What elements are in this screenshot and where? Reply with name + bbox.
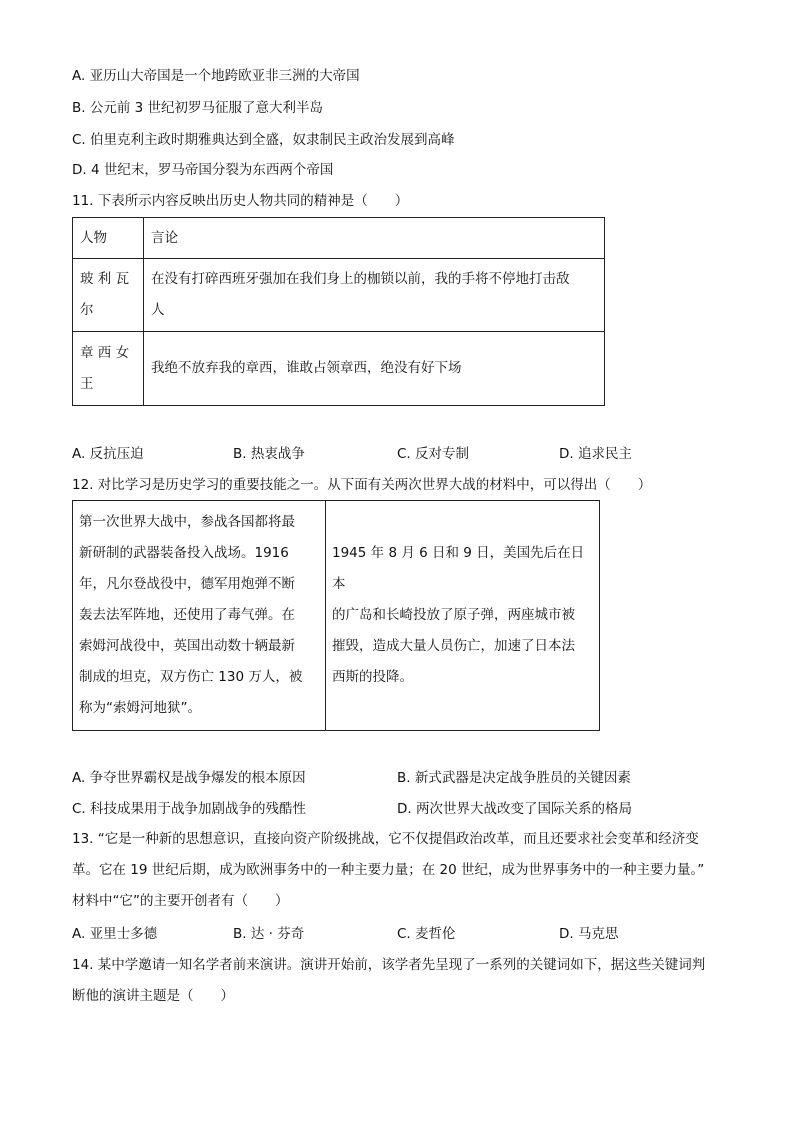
- q10-option-a: A. 亚历山大帝国是一个地跨欧亚非三洲的大帝国: [72, 68, 360, 84]
- q11-option-c: C. 反对专制: [397, 446, 470, 462]
- cell-line: 轰去法军阵地，还使用了毒气弹。在: [79, 607, 295, 623]
- q11-table: [72, 217, 605, 406]
- q12-table: [72, 500, 600, 731]
- cell-line: 索姆河战役中，英国出动数十辆最新: [79, 638, 295, 654]
- cell-line: 第一次世界大战中，参战各国都将最: [79, 514, 295, 530]
- cell-line: 王: [80, 375, 94, 392]
- cell-line: 年，凡尔登战役中，德军用炮弹不断: [79, 576, 295, 592]
- q10-option-b: B. 公元前 3 世纪初罗马征服了意大利半岛: [72, 100, 324, 116]
- table-header-row: [73, 218, 605, 259]
- q12-option-a: A. 争夺世界霸权是战争爆发的根本原因: [72, 770, 306, 786]
- q12-left-cell: [73, 501, 326, 731]
- q12-option-b: B. 新式武器是决定战争胜员的关键因素: [397, 770, 631, 786]
- q13-line: 13. “它是一种新的思想意识，直接向资产阶级挑战，它不仅提倡政治改革，而且还要求社会变革和经济变: [72, 831, 699, 847]
- table-header-cell: 人物: [73, 218, 144, 259]
- cell-line: 1945 年 8 月 6 日和 9 日，美国先后在日本: [332, 545, 585, 592]
- q13-line: 革。它在 19 世纪后期，成为欧洲事务中的一种主要力量；在 20 世纪，成为世界事务中的一种主要力量。”: [72, 862, 705, 878]
- table-row: [73, 332, 605, 406]
- table-header-cell: 言论: [144, 218, 605, 259]
- cell-line: 摧毁，造成大量人员伤亡，加速了日本法: [332, 638, 575, 654]
- table-row: [73, 501, 600, 731]
- q12-right-cell: [326, 501, 600, 731]
- q12-option-d: D. 两次世界大战改变了国际关系的格局: [397, 801, 632, 817]
- cell-line: 称为“索姆河地狱”。: [79, 700, 201, 716]
- q13-option-d: D. 马克思: [559, 926, 619, 942]
- cell-line: 人: [151, 302, 165, 318]
- cell-line: 玻 利 瓦: [80, 271, 130, 287]
- table-cell-quote: 我绝不放弃我的章西，谁敢占领章西，绝没有好下场: [144, 332, 605, 406]
- q14-line: 断他的演讲主题是（ ）: [72, 988, 234, 1004]
- q11-option-a: A. 反抗压迫: [72, 446, 144, 462]
- q13-option-c: C. 麦哲伦: [397, 926, 456, 942]
- table-row: [73, 259, 605, 332]
- q11-option-d: D. 追求民主: [559, 446, 632, 462]
- q13-option-a: A. 亚里士多德: [72, 926, 158, 942]
- q12-stem: 12. 对比学习是历史学习的重要技能之一。从下面有关两次世界大战的材料中，可以得出（ ）: [72, 477, 652, 493]
- q10-option-c: C. 伯里克利主政时期雅典达到全盛，奴隶制民主政治发展到高峰: [72, 132, 455, 148]
- q10-option-d: D. 4 世纪末，罗马帝国分裂为东西两个帝国: [72, 162, 334, 178]
- cell-line: 西斯的投降。: [332, 669, 413, 685]
- table-cell-quote: [144, 259, 605, 332]
- q13-option-b: B. 达 · 芬奇: [233, 926, 305, 942]
- table-cell-person: [73, 259, 144, 332]
- q12-option-c: C. 科技成果用于战争加剧战争的残酷性: [72, 801, 307, 817]
- q11-option-b: B. 热衷战争: [233, 446, 305, 462]
- table-cell-person: [73, 332, 144, 406]
- q13-line: 材料中“它”的主要开创者有（ ）: [72, 893, 289, 909]
- cell-line: 尔: [80, 302, 94, 318]
- q14-line: 14. 某中学邀请一知名学者前来演讲。演讲开始前，该学者先呈现了一系列的关键词如下，据这些关键词判: [72, 957, 706, 973]
- cell-line: 制成的坦克，双方伤亡 130 万人，被: [79, 669, 303, 685]
- cell-line: 章 西 女: [80, 344, 130, 361]
- cell-line: 的广岛和长崎投放了原子弹，两座城市被: [332, 607, 575, 623]
- cell-line: 新研制的武器装备投入战场。1916: [79, 545, 289, 561]
- q11-stem: 11. 下表所示内容反映出历史人物共同的精神是（ ）: [72, 193, 409, 209]
- cell-line: 在没有打碎西班牙强加在我们身上的枷锁以前，我的手将不停地打击敌: [151, 271, 570, 287]
